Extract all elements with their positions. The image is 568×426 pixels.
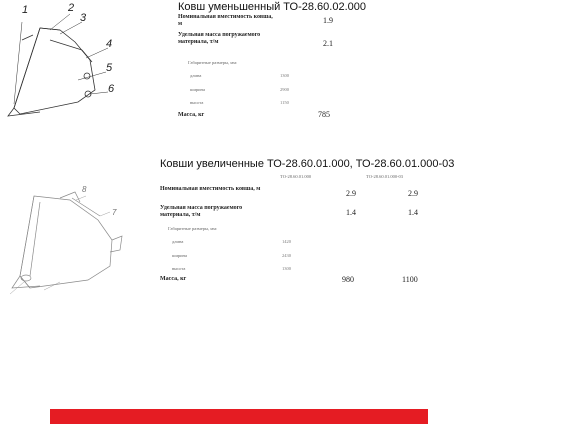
section2-length-label: длина <box>172 239 184 244</box>
callout-1: 1 <box>22 4 29 16</box>
section1-height-value: 1150 <box>280 100 289 105</box>
section2-capacity-label: Номинальная вместимость ковша, м <box>160 186 261 192</box>
section2-mass-label: Масса, кг <box>160 276 187 282</box>
section2-title: Ковши увеличенные ТО-28.60.01.000, ТО-28.60.01.000-03 <box>160 158 455 170</box>
section2-capacity-value2: 2.9 <box>408 189 418 198</box>
section1-dims-title: Габаритные размеры, мм: <box>188 60 238 65</box>
section2-height-label: высота <box>172 266 186 271</box>
callout-5: 5 <box>106 62 113 74</box>
callout-3: 3 <box>80 12 87 24</box>
section1-density-value: 2.1 <box>323 39 333 48</box>
section2-col1-header: ТО-28.60.01.000 <box>280 174 312 179</box>
section1-capacity-value: 1.9 <box>323 16 333 25</box>
section1-height-label: высота <box>190 100 204 105</box>
callout-2: 2 <box>68 2 75 14</box>
bucket-drawing-enlarged <box>0 178 135 303</box>
section2-length-value: 1420 <box>282 239 291 244</box>
section2-mass-value1: 980 <box>342 275 354 284</box>
section1-length-value: 1300 <box>280 73 289 78</box>
section1-length-label: длина <box>190 73 202 78</box>
section2-density-value2: 1.4 <box>408 208 418 217</box>
section2-density-label: Удельная масса погружаемого материала, т/м <box>160 205 243 218</box>
section1-width-label: ширина <box>190 87 205 92</box>
section1-mass-value: 785 <box>318 110 330 119</box>
section2-dims-title: Габаритные размеры, мм: <box>168 226 218 231</box>
section2-col2-header: ТО-28.60.01.000-03 <box>366 174 404 179</box>
callout-8: 8 <box>82 185 87 194</box>
section2-density-value1: 1.4 <box>346 208 356 217</box>
section2-width-value: 2430 <box>282 253 291 258</box>
section2-capacity-value1: 2.9 <box>346 189 356 198</box>
callout-4: 4 <box>106 38 113 50</box>
section2-height-value: 1300 <box>282 266 291 271</box>
section1-mass-label: Масса, кг <box>178 112 205 118</box>
section1-title: Ковш уменьшенный ТО-28.60.02.000 <box>178 1 366 13</box>
section2-mass-value2: 1100 <box>402 275 418 284</box>
bucket-drawing-reduced <box>0 0 130 120</box>
callout-7: 7 <box>112 208 117 217</box>
accent-bar <box>50 409 428 424</box>
section1-capacity-label: Номинальная вместимость ковша, м <box>178 14 273 27</box>
callout-6: 6 <box>108 83 115 95</box>
section1-width-value: 2900 <box>280 87 289 92</box>
section1-density-label: Удельная масса погружаемого материала, т/м <box>178 32 261 45</box>
section2-width-label: ширина <box>172 253 187 258</box>
